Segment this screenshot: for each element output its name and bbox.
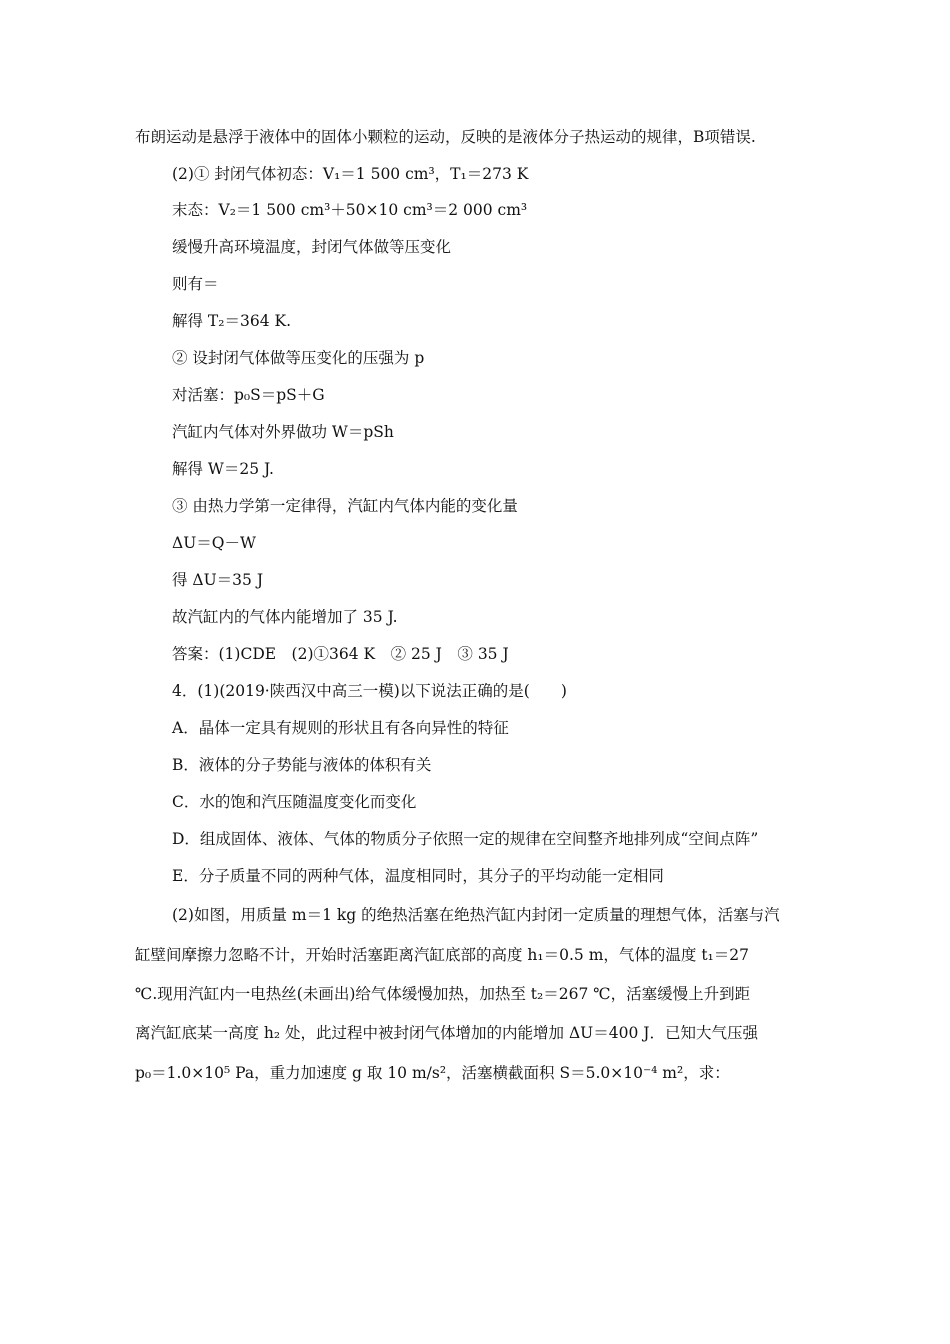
text-line-10: 解得 W＝25 J. xyxy=(172,460,274,478)
question-4-header: 4．(1)(2019·陕西汉中高三一模)以下说法正确的是( ) xyxy=(172,682,567,700)
text-line-12: ΔU＝Q－W xyxy=(172,534,256,552)
text-line-5: 则有＝ xyxy=(172,275,219,293)
question-4-part2-line-2: 缸壁间摩擦力忽略不计，开始时活塞距离汽缸底部的高度 h₁＝0.5 m，气体的温度 t₁＝27 xyxy=(135,946,749,964)
answer-line: 答案：(1)CDE (2)①364 K ② 25 J ③ 35 J xyxy=(172,645,509,663)
text-line-7: ② 设封闭气体做等压变化的压强为 p xyxy=(172,349,425,367)
text-line-2: (2)① 封闭气体初态：V₁＝1 500 cm³，T₁＝273 K xyxy=(172,165,529,183)
text-line-6: 解得 T₂＝364 K. xyxy=(172,312,291,330)
text-line-4: 缓慢升高环境温度，封闭气体做等压变化 xyxy=(172,238,452,256)
option-b: B．液体的分子势能与液体的体积有关 xyxy=(172,756,432,774)
option-e: E．分子质量不同的两种气体，温度相同时，其分子的平均动能一定相同 xyxy=(172,867,664,885)
text-line-13: 得 ΔU＝35 J xyxy=(172,571,264,589)
question-4-part2-line-1: (2)如图，用质量 m＝1 kg 的绝热活塞在绝热汽缸内封闭一定质量的理想气体，活塞与汽 xyxy=(172,906,780,924)
text-line-14: 故汽缸内的气体内能增加了 35 J. xyxy=(172,608,398,626)
text-line-9: 汽缸内气体对外界做功 W＝pSh xyxy=(172,423,394,441)
text-line-8: 对活塞：p₀S＝pS＋G xyxy=(172,386,325,404)
question-4-part2-line-4: 离汽缸底某一高度 h₂ 处，此过程中被封闭气体增加的内能增加 ΔU＝400 J．已知大气压强 xyxy=(135,1024,758,1042)
option-c: C．水的饱和汽压随温度变化而变化 xyxy=(172,793,417,811)
option-a: A．晶体一定具有规则的形状且有各向异性的特征 xyxy=(172,719,509,737)
option-d: D．组成固体、液体、气体的物质分子依照一定的规律在空间整齐地排列成“空间点阵” xyxy=(172,830,759,848)
text-line-1: 布朗运动是悬浮于液体中的固体小颗粒的运动，反映的是液体分子热运动的规律，B项错误. xyxy=(135,128,756,146)
text-line-3: 末态：V₂＝1 500 cm³＋50×10 cm³＝2 000 cm³ xyxy=(172,201,528,219)
question-4-part2-line-5: p₀＝1.0×10⁵ Pa，重力加速度 g 取 10 m/s²，活塞横截面积 S＝5.0×10⁻⁴ m²，求： xyxy=(135,1064,730,1082)
question-4-part2-line-3: ℃.现用汽缸内一电热丝(未画出)给气体缓慢加热，加热至 t₂＝267 ℃，活塞缓慢上升到距 xyxy=(135,985,751,1003)
text-line-11: ③ 由热力学第一定律得，汽缸内气体内能的变化量 xyxy=(172,497,518,515)
